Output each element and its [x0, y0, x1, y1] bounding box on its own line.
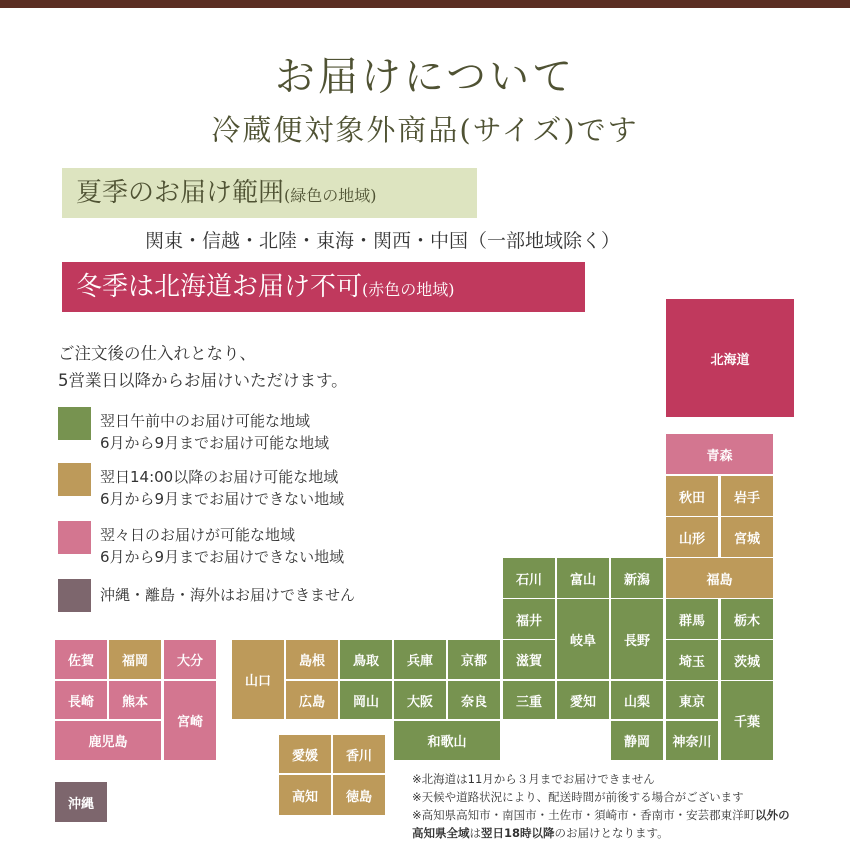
- note-2: ※天候や道路状況により、配送時間が前後する場合がございます: [412, 790, 744, 804]
- pref-kyoto: 京都: [448, 640, 500, 679]
- note-1: ※北海道は11月から３月までお届けできません: [412, 772, 655, 786]
- pref-shizuoka: 静岡: [611, 721, 663, 760]
- legend-purple-line-1: 沖縄・離島・海外はお届けできません: [100, 586, 356, 604]
- pref-ibaraki: 茨城: [721, 640, 773, 680]
- pref-tottori: 鳥取: [340, 640, 392, 679]
- pref-iwate: 岩手: [721, 476, 773, 516]
- pref-akita: 秋田: [666, 476, 718, 516]
- intro-line-1: ご注文後の仕入れとなり、: [58, 344, 256, 363]
- pref-gunma: 群馬: [666, 599, 718, 639]
- legend-green-text: [100, 410, 329, 454]
- pref-okinawa: 沖縄: [55, 782, 107, 822]
- pref-ishikawa: 石川: [503, 558, 555, 598]
- pref-tochigi: 栃木: [721, 599, 773, 639]
- note-3: [412, 806, 790, 824]
- note-4: [412, 824, 790, 842]
- note-4-c: 翌日18時以降: [481, 826, 555, 840]
- pref-kagoshima: 鹿児島: [55, 721, 161, 760]
- note-3-a: ※高知県高知市・南国市・土佐市・須崎市・香南市・安芸郡東洋町: [412, 808, 756, 822]
- legend-swatch-green: [58, 407, 91, 440]
- note-4-b: は: [469, 826, 481, 840]
- page-subtitle: 冷蔵便対象外商品(サイズ)です: [211, 113, 639, 147]
- pref-kagawa: 香川: [333, 735, 385, 773]
- pref-kumamoto: 熊本: [109, 681, 161, 719]
- pref-nara: 奈良: [448, 681, 500, 719]
- pref-ehime: 愛媛: [279, 735, 331, 773]
- note-4-a: 高知県全域: [412, 826, 470, 840]
- pref-miyagi: 宮城: [721, 517, 773, 557]
- pref-miyazaki: 宮崎: [164, 681, 216, 760]
- summer-note: (緑色の地域): [284, 186, 377, 205]
- pref-fukui: 福井: [503, 599, 555, 639]
- pref-osaka: 大阪: [394, 681, 446, 719]
- summer-banner: [62, 168, 477, 218]
- legend-tan-text: [100, 466, 344, 510]
- legend-tan-line-2: 6月から9月までお届けできない地域: [100, 490, 345, 508]
- pref-shimane: 島根: [286, 640, 338, 679]
- intro-text: [58, 340, 348, 394]
- pref-aomori: 青森: [666, 434, 773, 474]
- legend-green-line-2: 6月から9月までお届け可能な地域: [100, 434, 330, 452]
- pref-kochi: 高知: [279, 775, 331, 815]
- legend-pink-text: [100, 524, 344, 568]
- legend-swatch-tan: [58, 463, 91, 496]
- pref-yamagata: 山形: [666, 517, 718, 557]
- pref-kanagawa: 神奈川: [666, 721, 718, 760]
- intro-line-2: 5営業日以降からお届けいただけます。: [58, 371, 348, 390]
- pref-wakayama: 和歌山: [394, 721, 500, 760]
- legend-pink-line-2: 6月から9月までお届けできない地域: [100, 548, 345, 566]
- pref-oita: 大分: [164, 640, 216, 679]
- pref-aichi: 愛知: [557, 681, 609, 719]
- pref-saitama: 埼玉: [666, 640, 718, 680]
- pref-nagano: 長野: [611, 599, 663, 679]
- pref-niigata: 新潟: [611, 558, 663, 598]
- pref-tokyo: 東京: [666, 681, 718, 719]
- pref-saga: 佐賀: [55, 640, 107, 679]
- pref-mie: 三重: [503, 681, 555, 719]
- legend-swatch-pink: [58, 521, 91, 554]
- pref-chiba: 千葉: [721, 681, 773, 760]
- legend-green-line-1: 翌日午前中のお届け可能な地域: [100, 412, 311, 430]
- legend-purple-text: [100, 584, 355, 606]
- summer-label: 夏季のお届け範囲: [76, 178, 285, 208]
- winter-banner: [62, 262, 585, 312]
- note-4-d: のお届けとなります。: [554, 826, 669, 840]
- pref-hyogo: 兵庫: [394, 640, 446, 679]
- legend-tan-line-1: 翌日14:00以降のお届け可能な地域: [100, 468, 339, 486]
- top-bar: [0, 0, 850, 8]
- winter-note: (赤色の地域): [362, 280, 455, 299]
- pref-fukuoka: 福岡: [109, 640, 161, 679]
- pref-hiroshima: 広島: [286, 681, 338, 719]
- pref-okayama: 岡山: [340, 681, 392, 719]
- pref-shiga: 滋賀: [503, 640, 555, 679]
- pref-toyama: 富山: [557, 558, 609, 598]
- pref-gifu: 岐阜: [557, 599, 609, 679]
- winter-label: 冬季は北海道お届け不可: [76, 272, 363, 302]
- legend-swatch-purple: [58, 579, 91, 612]
- pref-fukushima: 福島: [666, 558, 773, 598]
- pref-yamanashi: 山梨: [611, 681, 663, 719]
- footnotes: [412, 770, 790, 842]
- pref-yamaguchi: 山口: [232, 640, 284, 719]
- note-3-b: 以外の: [755, 808, 790, 822]
- page-title: お届けについて: [274, 54, 576, 100]
- pref-tokushima: 徳島: [333, 775, 385, 815]
- legend-pink-line-1: 翌々日のお届けが可能な地域: [100, 526, 296, 544]
- summer-regions: 関東・信越・北陸・東海・関西・中国（一部地域除く）: [145, 230, 621, 252]
- pref-nagasaki: 長崎: [55, 681, 107, 719]
- pref-hokkaido: 北海道: [666, 299, 794, 417]
